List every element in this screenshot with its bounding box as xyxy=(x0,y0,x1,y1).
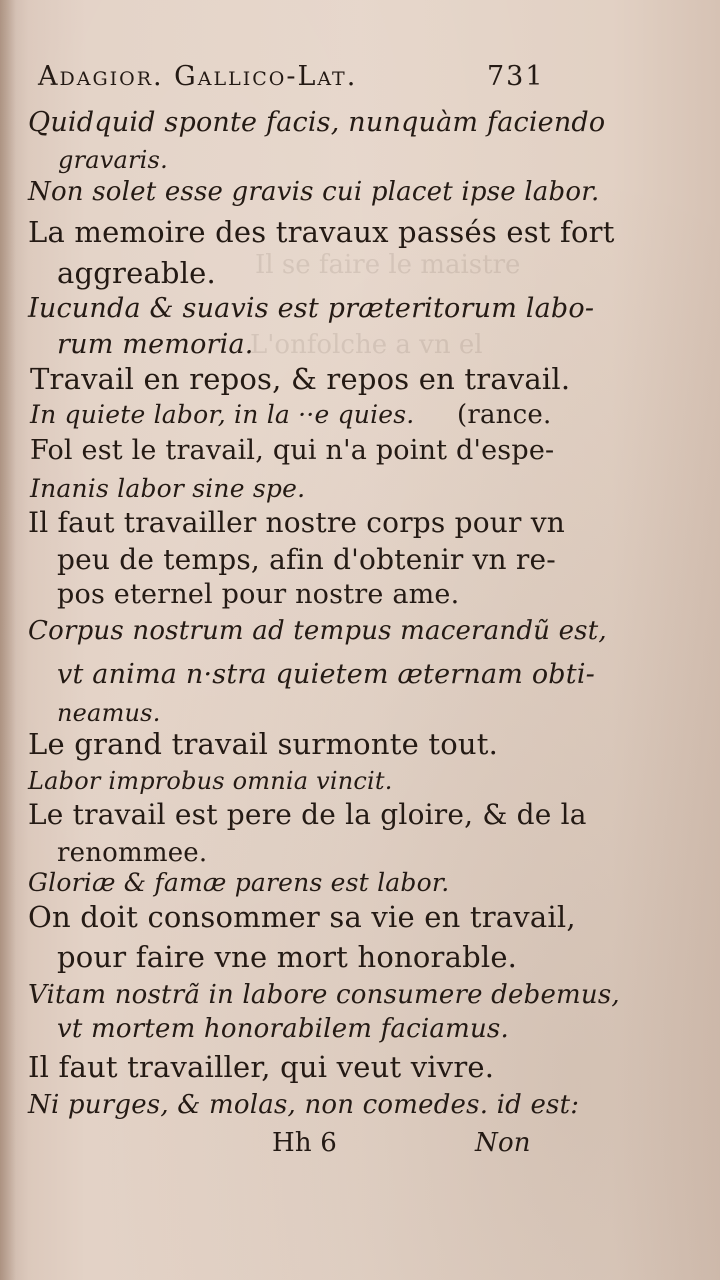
latin-line: Gloriæ & famæ parens est labor. xyxy=(28,868,450,897)
latin-line: Corpus nostrum ad tempus macerandũ est, xyxy=(28,616,607,646)
show-through-text: L'onfolche a vn el xyxy=(250,330,483,360)
french-line-continuation: (rance. xyxy=(457,400,552,430)
latin-line: vt anima n·stra quietem æternam obti- xyxy=(57,659,595,690)
latin-line: Quidquid sponte facis, nunquàm faciendo xyxy=(28,107,606,138)
french-line: Travail en repos, & repos en travail. xyxy=(30,362,571,396)
latin-line: vt mortem honorabilem faciamus. xyxy=(57,1014,509,1044)
french-line: Il faut travailler nostre corps pour vn xyxy=(28,506,565,539)
show-through-text: Il se faire le maistre xyxy=(255,250,521,280)
latin-line: Labor improbus omnia vincit. xyxy=(28,767,393,795)
latin-line: Inanis labor sine spe. xyxy=(30,474,306,503)
french-line: Le travail est pere de la gloire, & de la xyxy=(28,798,587,831)
french-line: Le grand travail surmonte tout. xyxy=(28,727,499,761)
french-line: On doit consommer sa vie en travail, xyxy=(28,900,576,934)
french-line: Il faut travailler, qui veut vivre. xyxy=(28,1050,495,1084)
french-line: renommee. xyxy=(57,838,208,868)
page-number: 731 xyxy=(487,61,545,92)
french-line: Fol est le travail, qui n'a point d'espe- xyxy=(30,435,555,466)
latin-line: neamus. xyxy=(57,699,161,727)
french-line: La memoire des travaux passés est fort xyxy=(28,215,615,249)
catchword: Non xyxy=(475,1128,531,1158)
latin-line: Iucunda & suavis est præteritorum labo- xyxy=(28,293,595,324)
latin-line: rum memoria. xyxy=(57,329,254,360)
latin-line: Vitam nostrã in labore consumere debemus, xyxy=(28,980,620,1010)
latin-line: gravaris. xyxy=(58,146,168,174)
french-line: peu de temps, afin d'obtenir vn re- xyxy=(57,543,556,576)
signature-mark: Hh 6 xyxy=(272,1128,338,1158)
latin-line: In quiete labor, in la ··e quies. xyxy=(30,400,415,429)
french-line: pos eternel pour nostre ame. xyxy=(57,579,460,610)
running-title: Adagior. Gallico-Lat. xyxy=(38,61,358,92)
french-line: aggreable. xyxy=(57,256,216,290)
latin-line: Non solet esse gravis cui placet ipse labor. xyxy=(28,177,600,207)
french-line: pour faire vne mort honorable. xyxy=(57,940,518,974)
page-gutter-shadow xyxy=(0,0,16,1280)
latin-line: Ni purges, & molas, non comedes. id est: xyxy=(28,1090,580,1120)
